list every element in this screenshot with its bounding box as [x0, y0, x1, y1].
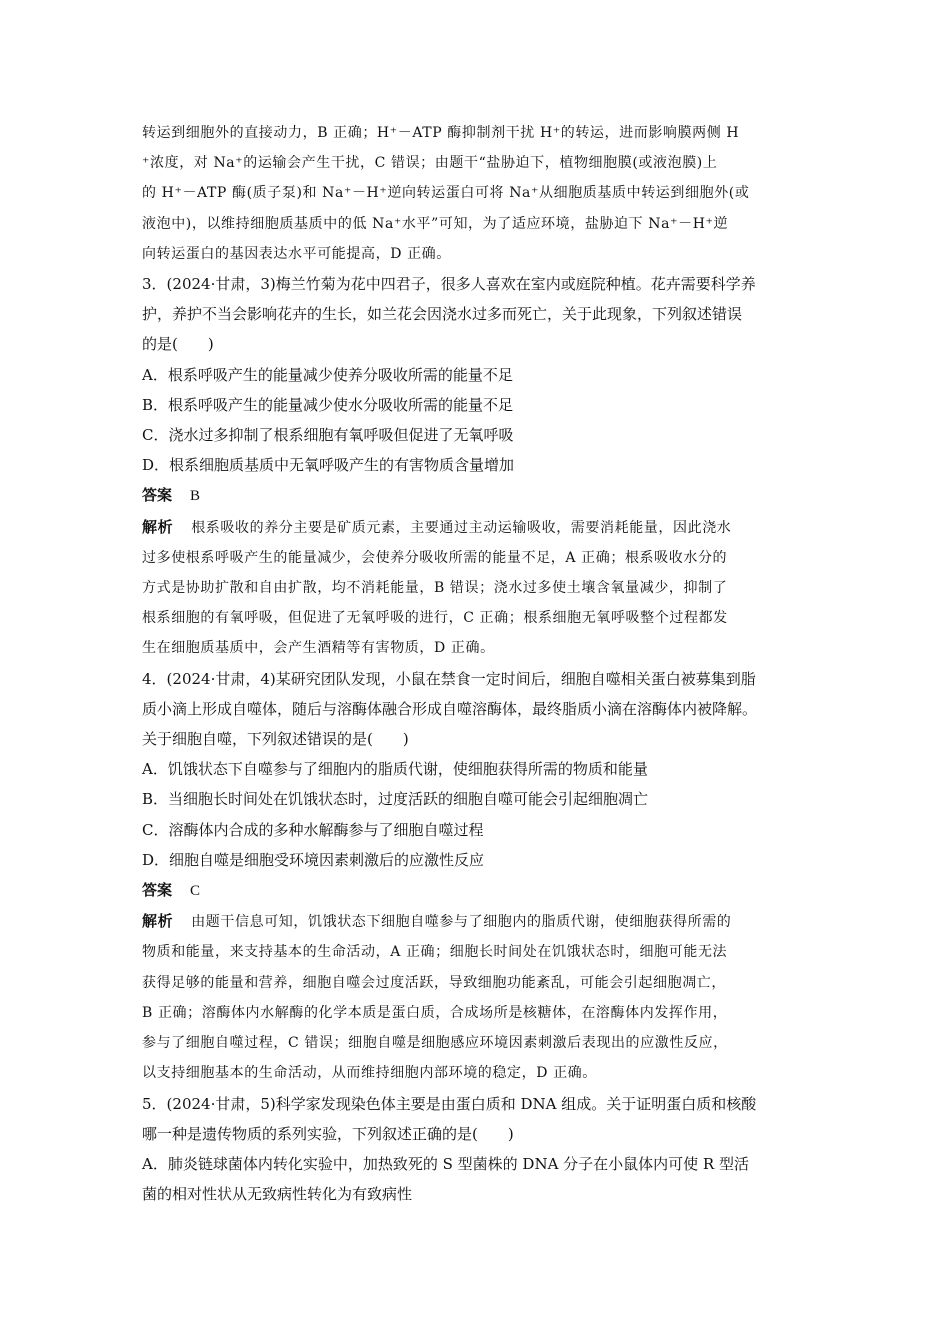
option-c: C．溶酶体内合成的多种水解酶参与了细胞自噬过程	[142, 820, 484, 839]
text-line: 液泡中)，以维持细胞质基质中的低 Na⁺水平”可知，为了适应环境，盐胁迫下 Na⁺－H⁺逆	[142, 215, 729, 232]
option-b: B．当细胞长时间处在饥饿状态时，过度活跃的细胞自噬可能会引起细胞凋亡	[142, 790, 649, 809]
answer-label: 答案	[142, 486, 173, 505]
answer-value: B	[190, 488, 201, 505]
text-line: 获得足够的能量和营养，细胞自噬会过度活跃，导致细胞功能紊乱，可能会引起细胞凋亡，	[142, 974, 726, 991]
explanation-label: 解析	[142, 517, 174, 536]
text-line: 以支持细胞基本的生命活动，从而维持细胞内部环境的稳定，D 正确。	[142, 1065, 597, 1082]
explanation-line	[142, 906, 814, 937]
option-d: D．根系细胞质基质中无氧呼吸产生的有害物质含量增加	[142, 456, 515, 475]
explanation-text: 根系吸收的养分主要是矿质元素，主要通过主动运输吸收，需要消耗能量，因此浇水	[191, 519, 732, 536]
text-line: B 正确；溶酶体内水解酶的化学本质是蛋白质，合成场所是核糖体，在溶酶体内发挥作用，	[142, 1004, 728, 1021]
question-stem: 关于细胞自噬，下列叙述错误的是( )	[142, 730, 409, 749]
document-page	[142, 118, 814, 1209]
text-line: 生在细胞质基质中，会产生酒精等有害物质，D 正确。	[142, 640, 495, 657]
answer-label: 答案	[142, 881, 173, 900]
answer-value: C	[190, 883, 201, 900]
prev-explanation	[142, 118, 814, 269]
text-line: 参与了细胞自噬过程，C 错误；细胞自噬是细胞感应环境因素刺激后表现出的应激性反应，	[142, 1035, 728, 1052]
text-line: 方式是协助扩散和自由扩散，均不消耗能量，B 错误；浇水过多使土壤含氧量减少，抑制了	[142, 580, 728, 597]
text-line: 物质和能量，来支持基本的生命活动，A 正确；细胞长时间处在饥饿状态时，细胞可能无法	[142, 944, 728, 961]
option-d: D．细胞自噬是细胞受环境因素刺激后的应激性反应	[142, 850, 485, 869]
question-5	[142, 1089, 814, 1210]
question-stem: 3．(2024·甘肃，3)梅兰竹菊为花中四君子，很多人喜欢在室内或庭院种植。花卉需要科学养	[142, 275, 756, 294]
question-stem: 4．(2024·甘肃，4)某研究团队发现，小鼠在禁食一定时间后，细胞自噬相关蛋白被募集到脂	[142, 669, 756, 688]
option-a: A．饥饿状态下自噬参与了细胞内的脂质代谢，使细胞获得所需的物质和能量	[142, 760, 648, 779]
text-line: ⁺浓度，对 Na⁺的运输会产生干扰，C 错误；由题干“盐胁迫下，植物细胞膜(或液泡膜)上	[142, 155, 718, 172]
text-line: 的 H⁺－ATP 酶(质子泵)和 Na⁺－H⁺逆向转运蛋白可将 Na⁺从细胞质基质中转运到细胞外(或	[142, 185, 750, 202]
question-3	[142, 269, 814, 664]
explanation-line	[142, 512, 814, 543]
question-stem: 5．(2024·甘肃，5)科学家发现染色体主要是由蛋白质和 DNA 组成。关于证明蛋白质和核酸	[142, 1094, 757, 1113]
option-b: B．根系呼吸产生的能量减少使水分吸收所需的能量不足	[142, 395, 514, 414]
question-stem: 哪一种是遗传物质的系列实验，下列叙述正确的是( )	[142, 1124, 514, 1143]
answer-line	[142, 480, 814, 511]
option-c: C．浇水过多抑制了根系细胞有氧呼吸但促进了无氧呼吸	[142, 426, 514, 445]
text-line: 根系细胞的有氧呼吸，但促进了无氧呼吸的进行，C 正确；根系细胞无氧呼吸整个过程都发	[142, 610, 728, 627]
explanation-text: 由题干信息可知，饥饿状态下细胞自噬参与了细胞内的脂质代谢，使细胞获得所需的	[191, 914, 732, 931]
text-line: 转运到细胞外的直接动力，B 正确；H⁺－ATP 酶抑制剂干扰 H⁺的转运，进而影响膜两侧 H	[142, 125, 740, 141]
question-stem: 护，养护不当会影响花卉的生长，如兰花会因浇水过多而死亡，关于此现象，下列叙述错误	[142, 305, 743, 324]
option-a: A．肺炎链球菌体内转化实验中，加热致死的 S 型菌株的 DNA 分子在小鼠体内可使 R 型活	[142, 1154, 749, 1173]
explanation-label: 解析	[142, 912, 174, 931]
answer-line	[142, 875, 814, 906]
option-a: A．根系呼吸产生的能量减少使养分吸收所需的能量不足	[142, 365, 513, 384]
text-line: 向转运蛋白的基因表达水平可能提高，D 正确。	[142, 245, 451, 262]
question-stem: 的是( )	[142, 335, 214, 354]
text-line: 过多使根系呼吸产生的能量减少，会使养分吸收所需的能量不足，A 正确；根系吸收水分的	[142, 549, 728, 566]
question-stem: 质小滴上形成自噬体，随后与溶酶体融合形成自噬溶酶体，最终脂质小滴在溶酶体内被降解。	[142, 699, 758, 718]
option-a-continued: 菌的相对性状从无致病性转化为有致病性	[142, 1185, 413, 1204]
question-4	[142, 664, 814, 1089]
